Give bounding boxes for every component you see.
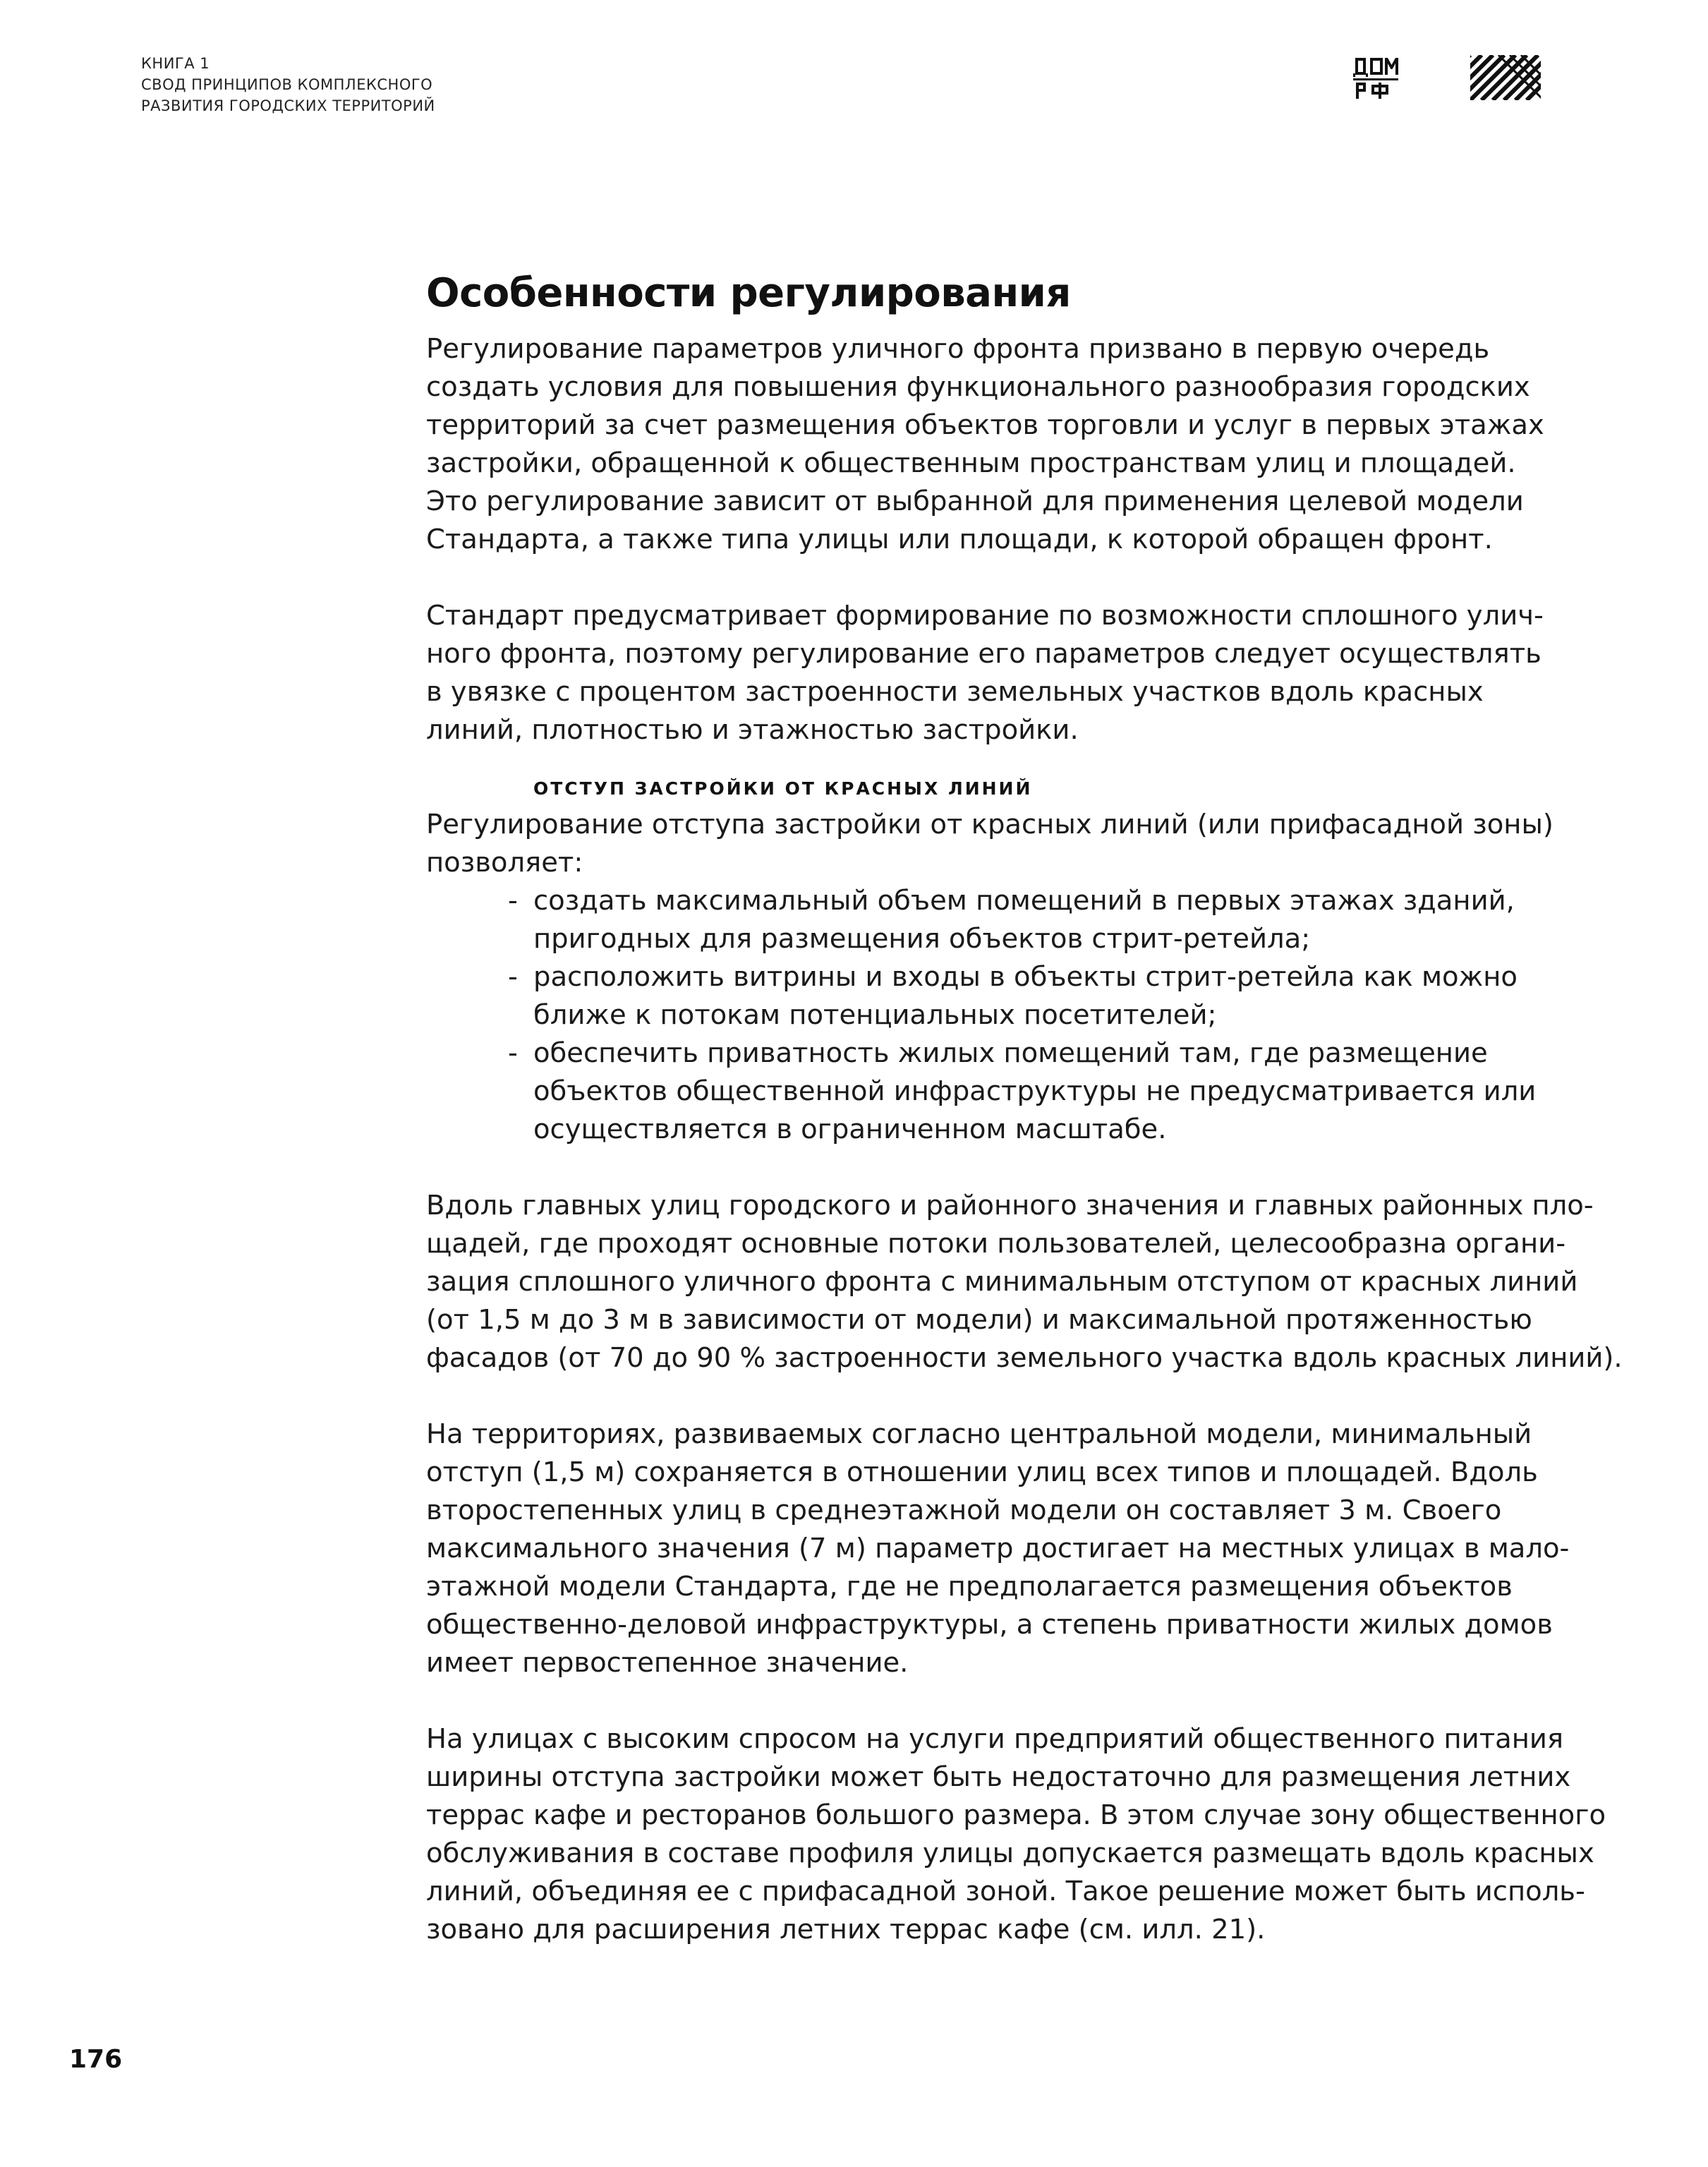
list-item (426, 1034, 1541, 1149)
paragraph-gap (426, 1682, 1541, 1720)
paragraph-continuous-front (426, 597, 1544, 749)
text-line: Это регулирование зависит от выбранной для применения целевой модели (426, 485, 1524, 517)
text-line: фасадов (от 70 до 90 % застроенности земельного участка вдоль красных линий). (426, 1342, 1623, 1374)
text-line: линий, плотностью и этажностью застройки. (426, 714, 1079, 746)
text-line: территорий за счет размещения объектов торговли и услуг в первых этажах (426, 409, 1544, 441)
paragraph-main-streets (426, 1187, 1623, 1377)
subheading-setback: ОТСТУП ЗАСТРОЙКИ ОТ КРАСНЫХ ЛИНИЙ (533, 778, 1033, 799)
text-line: расположить витрины и входы в объекты стрит-ретейла как можно (533, 961, 1518, 993)
page-number: 176 (69, 2045, 123, 2074)
paragraph-central-model (426, 1416, 1570, 1682)
text-line: осуществляется в ограниченном масштабе. (533, 1113, 1167, 1145)
section-title: Особенности регулирования (426, 270, 1071, 316)
text-line: создать условия для повышения функционального разнообразия городских (426, 371, 1530, 403)
text-line: зация сплошного уличного фронта с минимальным отступом от красных линий (426, 1266, 1578, 1298)
text-line: ширины отступа застройки может быть недостаточно для размещения летних (426, 1761, 1571, 1793)
text-line: обслуживания в составе профиля улицы допускается размещать вдоль красных (426, 1837, 1594, 1869)
text-line: Вдоль главных улиц городского и районного значения и главных районных пло- (426, 1190, 1594, 1221)
list-item (426, 882, 1541, 958)
text-line: объектов общественной инфраструктуры не предусматривается или (533, 1075, 1537, 1107)
list-item (426, 958, 1541, 1034)
text-line: зовано для расширения летних террас кафе (см. илл. 21). (426, 1914, 1266, 1945)
setback-benefits-list (426, 882, 1541, 1149)
text-line: Регулирование параметров уличного фронта призвано в первую очередь (426, 333, 1490, 365)
text-line: Регулирование отступа застройки от красных линий (или прифасадной зоны) (426, 809, 1553, 840)
text-line: отступ (1,5 м) сохраняется в отношении улиц всех типов и площадей. Вдоль (426, 1456, 1538, 1488)
text-line: Стандарт предусматривает формирование по возможности сплошного улич- (426, 600, 1544, 632)
text-line: позволяет: (426, 847, 583, 879)
text-line: линий, объединяя ее с прифасадной зоной. Такое решение может быть исполь- (426, 1876, 1585, 1907)
running-header (141, 53, 435, 116)
text-line: щадей, где проходят основные потоки пользователей, целесообразна органи- (426, 1228, 1566, 1260)
paragraph-gap (426, 1377, 1541, 1416)
dom-rf-logo-icon (1352, 55, 1401, 100)
text-line: Стандарта, а также типа улицы или площади, к которой обращен фронт. (426, 524, 1493, 555)
paragraph-cafe-terraces (426, 1720, 1606, 1949)
list-dash: - (508, 1037, 518, 1069)
text-line: ного фронта, поэтому регулирование его параметров следует осуществлять (426, 638, 1542, 670)
main-content (426, 267, 1623, 1949)
header-line-code: СВОД ПРИНЦИПОВ КОМПЛЕКСНОГО (141, 76, 433, 93)
header-line-book: КНИГА 1 (141, 55, 210, 72)
text-line: обеспечить приватность жилых помещений там, где размещение (533, 1037, 1488, 1069)
text-line: общественно-деловой инфраструктуры, а степень приватности жилых домов (426, 1609, 1553, 1641)
text-line: создать максимальный объем помещений в первых этажах зданий, (533, 885, 1515, 917)
text-line: второстепенных улиц в среднеэтажной модели он составляет 3 м. Своего (426, 1495, 1502, 1526)
text-line: На территориях, развиваемых согласно центральной модели, минимальный (426, 1418, 1532, 1450)
text-line: застройки, обращенной к общественным пространствам улиц и площадей. (426, 447, 1516, 479)
text-line: На улицах с высоким спросом на услуги предприятий общественного питания (426, 1723, 1564, 1755)
list-dash: - (508, 885, 518, 917)
text-line: этажной модели Стандарта, где не предполагается размещения объектов (426, 1571, 1513, 1602)
text-line: имеет первостепенное значение. (426, 1647, 909, 1679)
diagonal-pattern-logo-icon (1470, 55, 1541, 100)
text-line: (от 1,5 м до 3 м в зависимости от модели) и максимальной протяженностью (426, 1304, 1532, 1336)
text-line: в увязке с процентом застроенности земельных участков вдоль красных (426, 676, 1484, 708)
list-dash: - (508, 961, 518, 993)
paragraph-street-front-regulation (426, 330, 1544, 559)
paragraph-gap (426, 559, 1541, 597)
text-line: пригодных для размещения объектов стрит-ретейла; (533, 923, 1311, 955)
text-line: максимального значения (7 м) параметр достигает на местных улицах в мало- (426, 1533, 1570, 1564)
paragraph-gap (426, 749, 1541, 778)
text-line: ближе к потокам потенциальных посетителей; (533, 999, 1217, 1031)
header-line-territories: РАЗВИТИЯ ГОРОДСКИХ ТЕРРИТОРИЙ (141, 97, 435, 114)
paragraph-setback-intro (426, 806, 1553, 882)
text-line: террас кафе и ресторанов большого размера. В этом случае зону общественного (426, 1799, 1606, 1831)
paragraph-gap (426, 1149, 1541, 1187)
